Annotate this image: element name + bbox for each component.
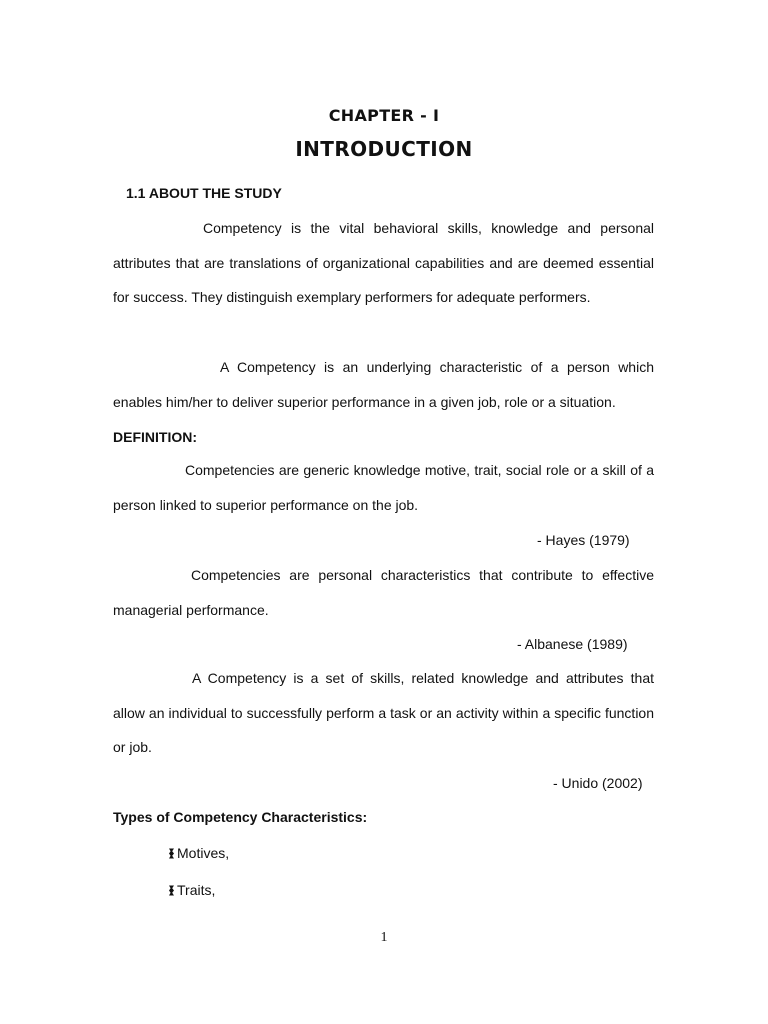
definition-text: Competencies are generic knowledge motive, trait, social role or a skill of a person linked to superior performance on the job. <box>113 462 654 513</box>
definition-citation: - Albanese (1989) <box>517 636 628 652</box>
definition-citation: - Hayes (1979) <box>537 532 630 548</box>
list-item <box>168 845 229 861</box>
list-item-label: Motives, <box>177 845 230 861</box>
bullet-icon <box>168 885 175 896</box>
list-item-label: Traits, <box>177 882 216 898</box>
definition-text: Competencies are personal characteristics that contribute to effective managerial performance. <box>113 567 654 618</box>
definition-text: A Competency is a set of skills, related knowledge and attributes that allow an individual to successfully perform a task or an activity within a specific function or job. <box>113 670 654 756</box>
section-heading: 1.1 ABOUT THE STUDY <box>126 185 282 201</box>
list-item <box>168 882 215 898</box>
paragraph-competency-characteristic: A Competency is an underlying characteristic of a person which enables him/her to deliver superior performance in a given job, role or a situation. <box>113 359 654 410</box>
bullet-icon <box>168 848 175 859</box>
definition-citation: - Unido (2002) <box>553 775 643 791</box>
chapter-title: INTRODUCTION <box>295 137 473 161</box>
paragraph-competency-intro: Competency is the vital behavioral skills, knowledge and personal attributes that are translations of organizational capabilities and are deemed essential for success. They distinguish exemplary performers for adequate performers. <box>113 220 654 306</box>
chapter-label: CHAPTER - I <box>328 106 440 125</box>
page-number: 1 <box>380 930 388 945</box>
definition-heading: DEFINITION: <box>113 429 197 445</box>
types-heading: Types of Competency Characteristics: <box>113 809 368 825</box>
